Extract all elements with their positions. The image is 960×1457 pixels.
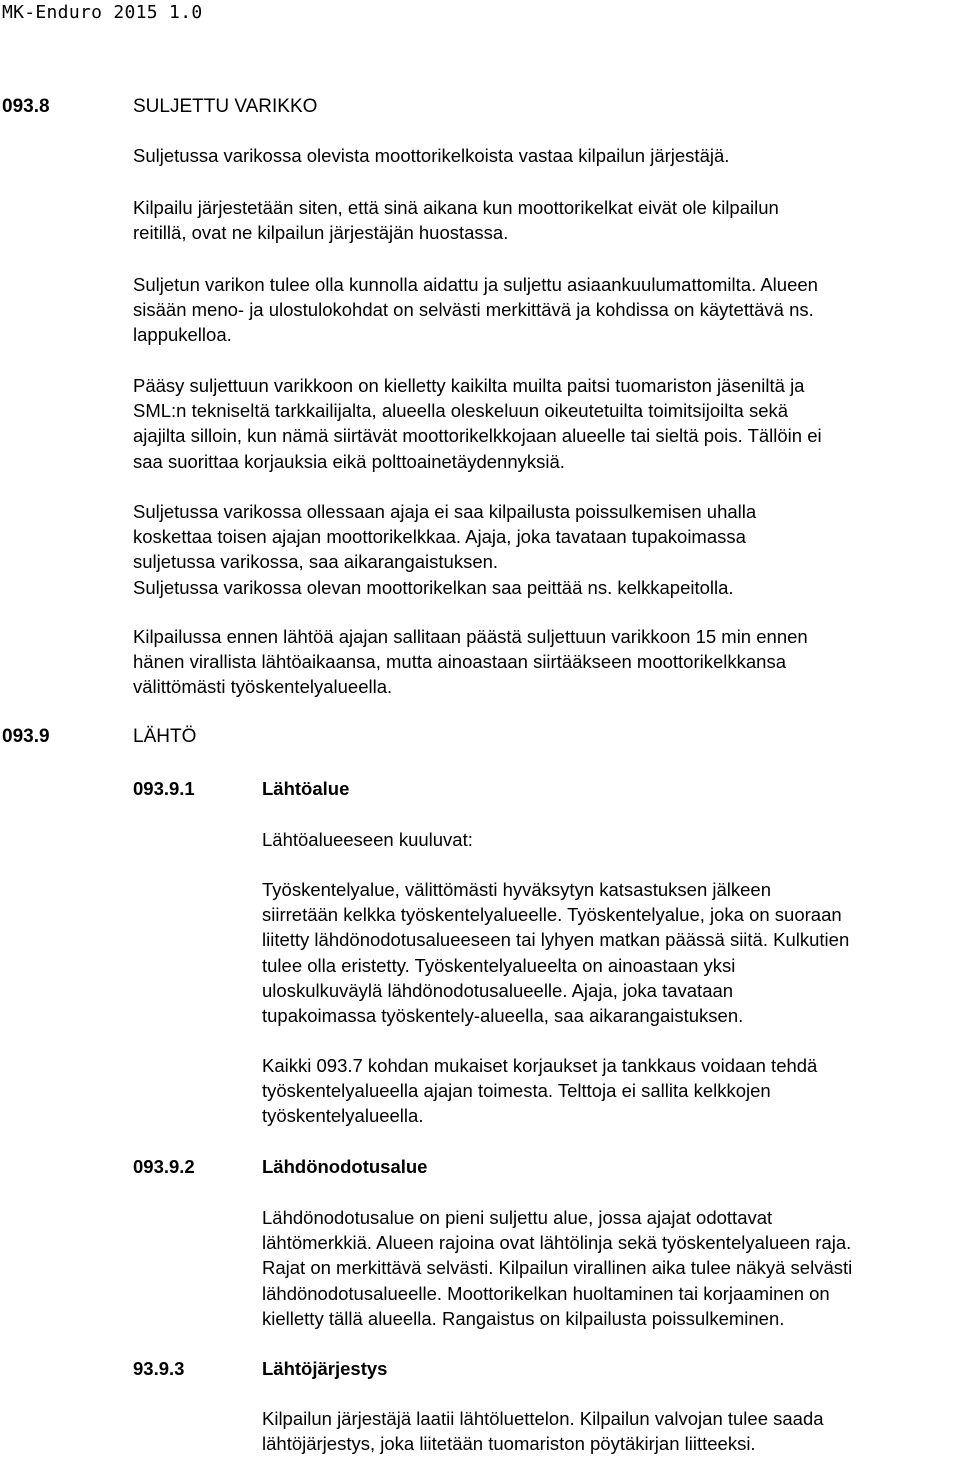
paragraph-lahtoalueeseen-kuuluvat: Lähtöalueeseen kuuluvat:: [262, 829, 473, 850]
paragraph-korjaukset-tankkaus: Kaikki 093.7 kohdan mukaiset korjaukset ja tankkaus voidaan tehdä työskentelyalueella ajajan toimesta. Telttoja ei sallita kelkkojen työskentelyalueella.: [262, 1055, 818, 1127]
section-title-lahto: LÄHTÖ: [133, 726, 197, 747]
section-number-093-9: 093.9: [2, 726, 50, 747]
subsection-number-093-9-2: 093.9.2: [133, 1156, 195, 1177]
section-title-suljettu-varikko: SULJETTU VARIKKO: [133, 96, 318, 117]
subsection-title-lahdonodotusalue: Lähdönodotusalue: [262, 1156, 428, 1177]
document-header: MK-Enduro 2015 1.0: [2, 2, 203, 23]
paragraph-lahdonodotusalue: Lähdönodotusalue on pieni suljettu alue, jossa ajajat odottavat lähtömerkkiä. Alueen rajoina ovat lähtölinja sekä työskentelyalueen raja. Rajat on merkittävä selvästi. Kilpailun virallinen aika tulee näkyä selvästi lähdönodotusalueelle. Moottorikelkan huoltaminen tai korjaaminen on kielletty tällä alueella. Rangaistus on kilpailusta poissulkeminen.: [262, 1207, 853, 1329]
paragraph-tyoskentelyalue: Työskentelyalue, välittömästi hyväksytyn katsastuksen jälkeen siirretään kelkka työskentelyalueelle. Työskentelyalue, joka on suoraan liitetty lähdönodotusalueeseen tai lyhyen matkan päässä siitä. Kulkutien tulee olla eristetty. Työskentelyalueelta on ainoastaan yksi uloskulkuväylä lähdönodotusalueelle. Ajaja, joka tavataan tupakoimassa työskentely-alueella, saa aikarangaistuksen.: [262, 879, 850, 1026]
paragraph-paasy-kielletty: Pääsy suljettuun varikkoon on kielletty kaikilta muilta paitsi tuomariston jäseniltä ja SML:n tekniseltä tarkkailijalta, alueella oleskeluun oikeutetuilta toimitsijoilta sekä ajajilta silloin, kun nämä siirtävät moottorikelkkojaan alueelle tai sieltä pois. Tällöin ei saa suorittaa korjauksia eikä polttoainetäydennyksiä.: [133, 375, 822, 472]
paragraph-lahtoluettelo: Kilpailun järjestäjä laatii lähtöluettelon. Kilpailun valvojan tulee saada lähtöjärjestys, joka liitetään tuomariston pöytäkirjan liitteeksi.: [262, 1408, 824, 1455]
subsection-number-93-9-3: 93.9.3: [133, 1358, 185, 1379]
paragraph-varikko-vastuu: Suljetussa varikossa olevista moottorikelkoista vastaa kilpailun järjestäjä.: [133, 145, 730, 166]
subsection-title-lahtojarjestys: Lähtöjärjestys: [262, 1358, 388, 1379]
paragraph-ennen-lahtoa: Kilpailussa ennen lähtöä ajajan sallitaan päästä suljettuun varikkoon 15 min ennen hänen virallista lähtöaikaansa, mutta ainoastaan siirtääkseen moottorikelkkansa välittömästi työskentelyalueella.: [133, 626, 808, 698]
paragraph-aidattu: Suljetun varikon tulee olla kunnolla aidattu ja suljettu asiaankuulumattomilta. Alueen sisään meno- ja ulostulokohdat on selvästi merkittävä ja kohdissa on käytettävä ns. lappukelloa.: [133, 274, 818, 346]
paragraph-huostassa: Kilpailu järjestetään siten, että sinä aikana kun moottorikelkat eivät ole kilpailun reitillä, ovat ne kilpailun järjestäjän huostassa.: [133, 197, 779, 244]
section-number-093-8: 093.8: [2, 96, 50, 117]
paragraph-koskettaa-kielletty: Suljetussa varikossa ollessaan ajaja ei saa kilpailusta poissulkemisen uhalla koskettaa toisen ajajan moottorikelkkaa. Ajaja, joka tavataan tupakoimassa suljetussa varikossa, saa aikarangaistuksen. Suljetussa varikossa olevan moottorikelkan saa peittää ns. kelkkapeitolla.: [133, 501, 757, 598]
subsection-number-093-9-1: 093.9.1: [133, 778, 195, 799]
subsection-title-lahtoalue: Lähtöalue: [262, 778, 350, 799]
